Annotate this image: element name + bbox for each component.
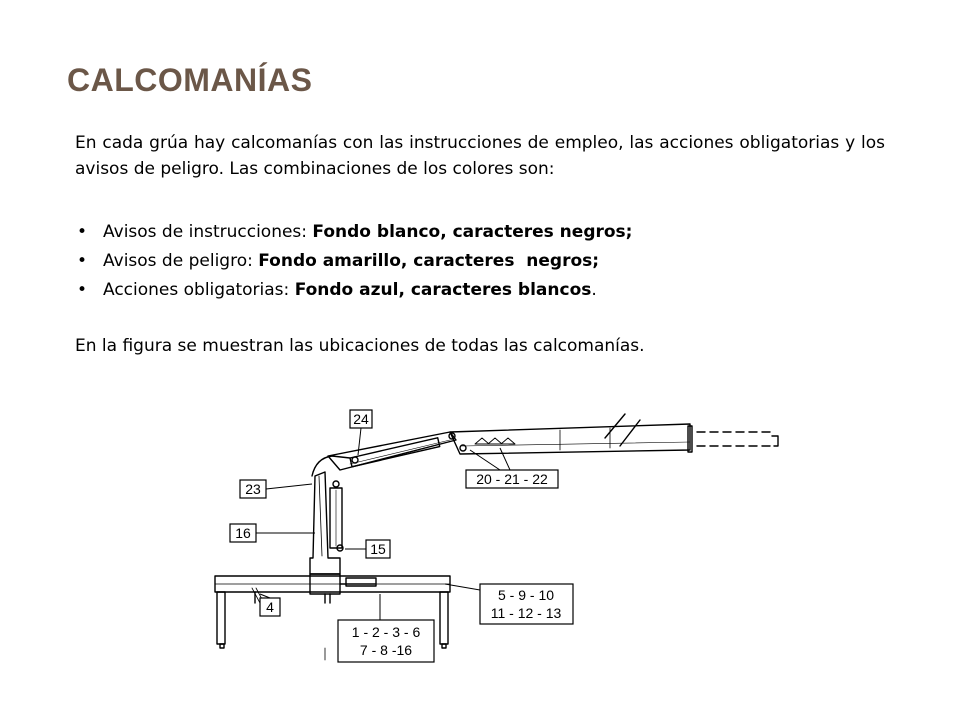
callout-label-16: 16 <box>235 525 251 541</box>
list-item <box>75 276 885 305</box>
bullet-tail: . <box>591 280 597 300</box>
bullet-detail: Fondo amarillo, caracteres negros; <box>258 251 600 271</box>
crane-inner-boom <box>328 432 456 470</box>
color-combinations-list <box>75 218 885 305</box>
slide-title: CALCOMANÍAS <box>67 62 313 98</box>
callout-label-11-12-13: 11 - 12 - 13 <box>490 605 562 621</box>
bullet-label: Acciones obligatorias: <box>103 280 295 300</box>
callout-label-24: 24 <box>353 411 369 427</box>
callout-label-15: 15 <box>370 541 386 557</box>
callout-label-23: 23 <box>245 481 261 497</box>
intro-paragraph: En cada grúa hay calcomanías con las instrucciones de empleo, las acciones obligatorias y los avisos de peligro. Las combinaciones de los colores son: <box>75 133 885 179</box>
callout-label-5-9-10: 5 - 9 - 10 <box>497 587 555 603</box>
bullet-label: Avisos de instrucciones: <box>103 222 313 242</box>
closing-paragraph: En la figura se muestran las ubicaciones de todas las calcomanías. <box>75 336 645 356</box>
callout-label-7-8-16: 7 - 8 -16 <box>359 642 413 658</box>
bullet-detail: Fondo blanco, caracteres negros; <box>312 222 633 242</box>
callout-label-20-21-22: 20 - 21 - 22 <box>476 471 548 487</box>
list-item <box>75 247 885 276</box>
bullet-label: Avisos de peligro: <box>103 251 259 271</box>
crane-decal-diagram <box>200 398 800 678</box>
crane-column <box>310 456 350 574</box>
callout-label-1-2-3-6: 1 - 2 - 3 - 6 <box>351 624 421 640</box>
bullet-detail: Fondo azul, caracteres blancos <box>294 280 592 300</box>
crane-outer-boom <box>450 414 778 454</box>
callout-label-4: 4 <box>266 599 274 615</box>
list-item <box>75 218 885 247</box>
